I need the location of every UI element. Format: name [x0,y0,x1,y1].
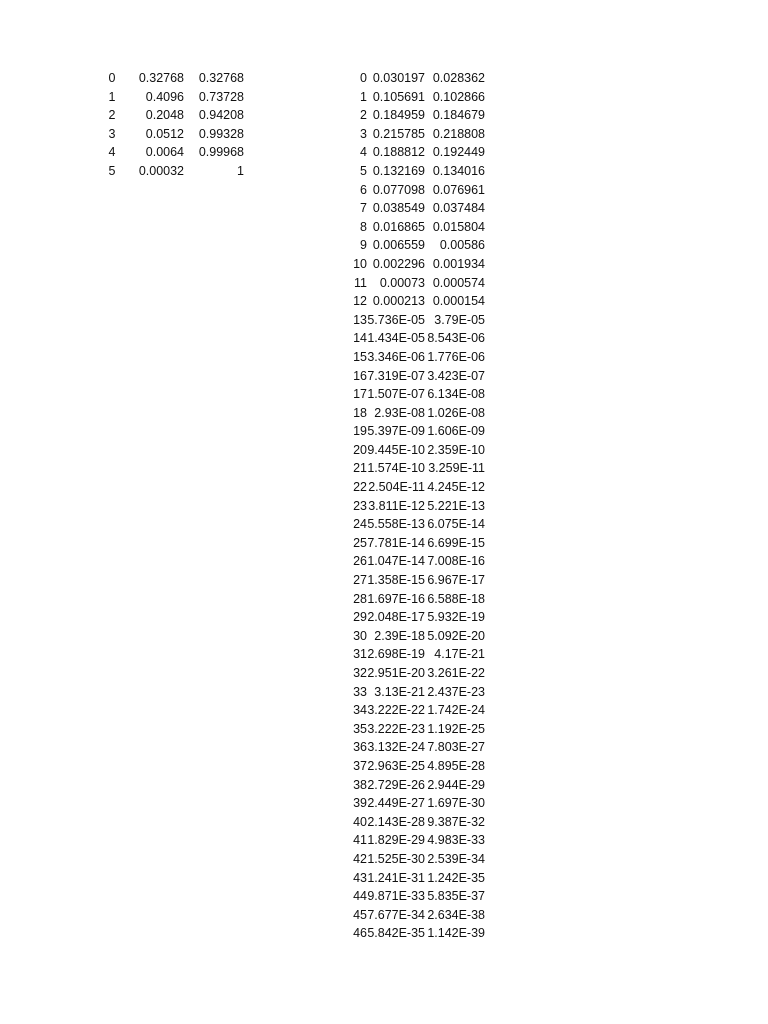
left-table-row [100,69,244,88]
right-table-cell-col0: 7 [360,201,367,216]
right-table-cell-col0: 12 [353,294,367,309]
right-table-cell-col0: 8 [360,219,367,234]
right-table-cell-col1: 2.951E-20 [367,666,425,680]
right-table-cell-col2: 3.261E-22 [427,666,485,680]
right-table-cell-col2: 4.17E-21 [434,647,485,662]
right-table-cell-col2: 7.803E-27 [427,740,485,755]
right-table-cell-col0: 39 [353,796,367,811]
left-table-cell-col1: 0.00032 [138,163,184,178]
right-table-row [338,552,485,571]
right-table-cell-col2: 2.359E-10 [427,442,485,457]
right-table-row [338,274,485,293]
right-table-cell-col2: 8.543E-06 [427,331,485,346]
right-table-cell-col2: 5.835E-37 [427,889,485,904]
right-table-cell-col0: 27 [353,573,367,588]
right-table-cell-col2: 0.076961 [432,182,485,197]
right-table-cell-col0: 46 [353,926,367,941]
right-table-cell-col0: 9 [360,238,367,253]
right-table-cell-col1: 1.697E-16 [367,591,425,606]
left-table-cell-col2: 0.99968 [198,145,244,160]
right-table-cell-col0: 11 [354,275,367,290]
right-table-cell-col0: 3 [360,126,367,141]
right-table-cell-col0: 40 [353,814,367,829]
right-table-cell-col1: 2.93E-08 [374,405,425,420]
right-table-cell-col2: 0.028362 [432,71,485,85]
right-table-cell-col2: 5.221E-13 [427,498,485,513]
right-table-cell-col1: 3.346E-06 [367,349,425,364]
right-table-row [338,757,485,776]
right-table-cell-col0: 18 [353,405,367,420]
right-table-cell-col2: 0.000574 [432,275,485,290]
right-table-cell-col1: 0.030197 [372,71,425,85]
left-table-cell-col0: 1 [108,89,116,104]
right-table-cell-col0: 16 [353,368,367,383]
right-table-cell-col2: 0.192449 [432,145,485,160]
right-table-cell-col0: 29 [353,610,367,625]
right-table-cell-col1: 2.698E-19 [367,647,425,662]
right-table-cell-col1: 5.736E-05 [367,312,425,327]
right-table-row [338,143,485,162]
right-table-cell-col1: 1.829E-29 [367,833,425,848]
left-table-cell-col0: 2 [108,108,116,123]
right-table-cell-col0: 30 [353,628,367,643]
right-table-row [338,69,485,88]
left-table-cell-col1: 0.2048 [145,108,184,123]
right-table-row [338,738,485,757]
right-table-cell-col2: 1.606E-09 [427,424,485,439]
right-table-cell-col1: 3.132E-24 [367,740,425,755]
right-table-cell-col2: 5.092E-20 [427,628,485,643]
right-table-row [338,88,485,107]
right-table-cell-col1: 7.781E-14 [367,535,425,550]
right-table-row [338,218,485,237]
right-table-cell-col0: 45 [353,907,367,922]
right-table-row [338,236,485,255]
right-table-row [338,683,485,702]
right-table-cell-col2: 6.699E-15 [427,535,485,550]
right-table-row [338,590,485,609]
right-table-cell-col2: 2.437E-23 [427,684,485,699]
left-table-cell-col2: 0.32768 [198,71,244,85]
right-table-cell-col1: 1.525E-30 [367,851,425,866]
right-table-cell-col1: 0.016865 [372,219,425,234]
right-table-cell-col2: 1.776E-06 [427,349,485,364]
right-table-cell-col2: 6.967E-17 [427,573,485,588]
right-table-cell-col0: 14 [353,331,367,346]
right-table-cell-col1: 0.184959 [372,108,425,123]
right-table-cell-col1: 2.729E-26 [367,777,425,792]
right-table-row [338,367,485,386]
right-table-cell-col1: 1.241E-31 [367,870,425,885]
right-table-cell-col0: 17 [353,387,367,402]
right-table-cell-col0: 5 [360,163,367,178]
right-table-cell-col0: 13 [353,312,367,327]
right-table-cell-col1: 1.358E-15 [367,573,425,588]
right-table-cell-col2: 1.242E-35 [427,870,485,885]
right-table-row [338,422,485,441]
right-table-cell-col1: 1.047E-14 [367,554,425,569]
right-table-cell-col0: 26 [353,554,367,569]
right-table-cell-col2: 6.588E-18 [427,591,485,606]
right-table-row [338,831,485,850]
left-table [100,69,244,181]
right-table-row [338,813,485,832]
right-table-cell-col1: 0.188812 [372,145,425,160]
right-table-cell-col2: 9.387E-32 [427,814,485,829]
right-table-cell-col2: 1.142E-39 [427,926,485,941]
right-table-row [338,162,485,181]
right-table-row [338,850,485,869]
right-table-cell-col2: 3.423E-07 [427,368,485,383]
right-table-row [338,869,485,888]
right-table-cell-col2: 4.983E-33 [427,833,485,848]
left-table-cell-col2: 1 [237,163,244,178]
right-table-cell-col2: 0.000154 [432,294,485,309]
left-table-cell-col0: 5 [108,163,116,178]
right-table-cell-col1: 5.842E-35 [367,926,425,941]
right-table [338,69,485,943]
right-table-cell-col1: 0.215785 [372,126,425,141]
right-table-cell-col1: 2.39E-18 [374,628,425,643]
left-table-cell-col0: 0 [108,71,116,85]
right-table-cell-col2: 0.015804 [432,219,485,234]
left-table-row [100,125,244,144]
left-table-cell-col2: 0.94208 [198,108,244,123]
right-table-row [338,255,485,274]
right-table-row [338,441,485,460]
right-table-cell-col0: 15 [353,349,367,364]
right-table-cell-col0: 24 [353,517,367,532]
right-table-row [338,887,485,906]
right-table-cell-col1: 7.319E-07 [367,368,425,383]
right-table-cell-col1: 2.048E-17 [367,610,425,625]
right-table-cell-col1: 3.222E-22 [367,703,425,718]
right-table-row [338,776,485,795]
right-table-row [338,404,485,423]
right-table-cell-col1: 1.507E-07 [367,387,425,402]
right-table-cell-col0: 31 [353,647,367,662]
right-table-cell-col2: 0.00586 [439,238,485,253]
right-table-cell-col1: 9.445E-10 [367,442,425,457]
left-table-cell-col2: 0.73728 [198,89,244,104]
right-table-cell-col1: 9.871E-33 [367,889,425,904]
left-table-row [100,162,244,181]
left-table-cell-col1: 0.0512 [145,126,184,141]
right-table-row [338,645,485,664]
right-table-cell-col1: 0.077098 [372,182,425,197]
right-table-row [338,664,485,683]
right-table-cell-col1: 0.000213 [372,294,425,309]
right-table-cell-col1: 0.002296 [372,256,425,271]
right-table-cell-col1: 3.13E-21 [374,684,425,699]
right-table-cell-col0: 32 [353,666,367,680]
right-table-cell-col0: 6 [360,182,367,197]
right-table-cell-col0: 22 [353,480,367,495]
right-table-row [338,459,485,478]
right-table-cell-col2: 4.245E-12 [427,480,485,495]
right-table-cell-col1: 0.105691 [372,89,425,104]
right-table-cell-col0: 19 [353,424,367,439]
right-table-row [338,794,485,813]
right-table-cell-col2: 1.742E-24 [427,703,485,718]
right-table-cell-col1: 5.397E-09 [367,424,425,439]
right-table-cell-col0: 2 [360,108,367,123]
left-table-cell-col1: 0.0064 [145,145,184,160]
right-table-cell-col1: 0.00073 [379,275,425,290]
right-table-cell-col0: 10 [353,256,367,271]
right-table-cell-col1: 3.222E-23 [367,721,425,736]
right-table-row [338,311,485,330]
right-table-row [338,106,485,125]
left-table-row [100,106,244,125]
right-table-row [338,924,485,943]
right-table-row [338,125,485,144]
right-table-cell-col1: 3.811E-12 [368,498,425,513]
right-table-cell-col1: 7.677E-34 [367,907,425,922]
right-table-cell-col0: 37 [353,758,367,773]
right-table-row [338,720,485,739]
right-table-cell-col1: 5.558E-13 [367,517,425,532]
right-table-cell-col1: 2.449E-27 [367,796,425,811]
right-table-cell-col1: 2.143E-28 [367,814,425,829]
right-table-cell-col0: 43 [353,870,367,885]
right-table-row [338,385,485,404]
right-table-cell-col0: 36 [353,740,367,755]
right-table-cell-col1: 1.434E-05 [367,331,425,346]
right-table-cell-col2: 1.192E-25 [427,721,485,736]
right-table-cell-col0: 41 [353,833,367,848]
right-table-cell-col0: 21 [353,461,367,476]
right-table-row [338,701,485,720]
right-table-row [338,329,485,348]
right-table-cell-col1: 0.132169 [372,163,425,178]
right-table-row [338,571,485,590]
right-table-cell-col1: 0.038549 [372,201,425,216]
right-table-row [338,906,485,925]
right-table-cell-col2: 3.259E-11 [428,461,485,476]
right-table-cell-col2: 2.634E-38 [427,907,485,922]
right-table-cell-col2: 1.026E-08 [427,405,485,420]
right-table-row [338,292,485,311]
right-table-cell-col2: 7.008E-16 [427,554,485,569]
right-table-cell-col2: 6.075E-14 [427,517,485,532]
left-table-cell-col0: 4 [108,145,116,160]
right-table-row [338,515,485,534]
right-table-cell-col1: 0.006559 [372,238,425,253]
right-table-cell-col2: 2.944E-29 [427,777,485,792]
right-table-cell-col0: 20 [353,442,367,457]
right-table-cell-col2: 0.102866 [432,89,485,104]
left-table-cell-col0: 3 [108,126,116,141]
right-table-cell-col2: 5.932E-19 [427,610,485,625]
right-table-cell-col0: 1 [360,89,367,104]
right-table-cell-col0: 23 [353,498,367,513]
right-table-row [338,348,485,367]
right-table-row [338,497,485,516]
right-table-cell-col0: 38 [353,777,367,792]
right-table-cell-col1: 1.574E-10 [367,461,425,476]
right-table-cell-col0: 35 [353,721,367,736]
right-table-cell-col2: 0.218808 [432,126,485,141]
left-table-row [100,143,244,162]
right-table-cell-col0: 42 [353,851,367,866]
left-table-row [100,88,244,107]
right-table-cell-col0: 33 [353,684,367,699]
right-table-row [338,608,485,627]
left-table-cell-col2: 0.99328 [198,126,244,141]
right-table-cell-col0: 28 [353,591,367,606]
right-table-cell-col1: 2.963E-25 [367,758,425,773]
right-table-row [338,478,485,497]
right-table-cell-col0: 25 [353,535,367,550]
right-table-row [338,627,485,646]
right-table-row [338,181,485,200]
left-table-cell-col1: 0.4096 [145,89,184,104]
right-table-row [338,534,485,553]
right-table-cell-col2: 3.79E-05 [434,312,485,327]
right-table-cell-col2: 1.697E-30 [427,796,485,811]
right-table-cell-col0: 0 [360,71,367,85]
right-table-row [338,199,485,218]
right-table-cell-col2: 0.184679 [432,108,485,123]
right-table-cell-col2: 0.001934 [432,256,485,271]
right-table-cell-col2: 0.037484 [432,201,485,216]
right-table-cell-col2: 2.539E-34 [427,851,485,866]
right-table-cell-col0: 34 [353,703,367,718]
right-table-cell-col1: 2.504E-11 [368,480,425,495]
right-table-cell-col2: 0.134016 [432,163,485,178]
right-table-cell-col0: 4 [360,145,367,160]
right-table-cell-col2: 6.134E-08 [427,387,485,402]
right-table-cell-col2: 4.895E-28 [427,758,485,773]
right-table-cell-col0: 44 [353,889,367,904]
left-table-cell-col1: 0.32768 [138,71,184,85]
